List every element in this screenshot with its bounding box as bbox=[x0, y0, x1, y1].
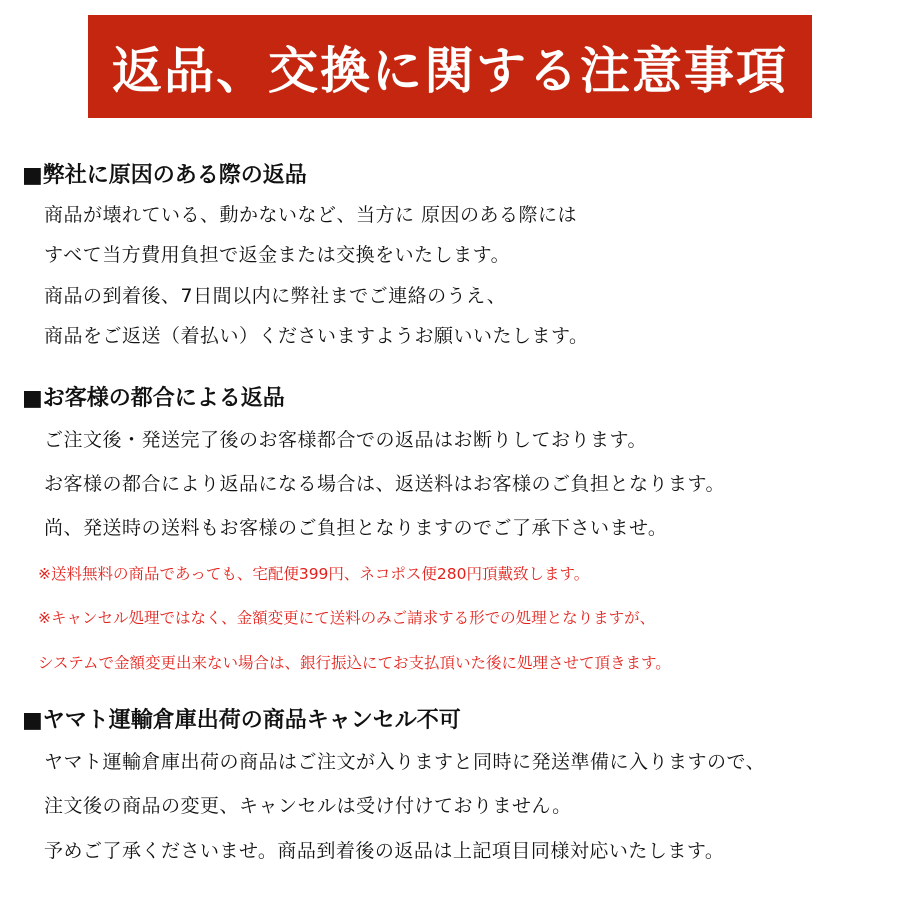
body-line: ヤマト運輸倉庫出荷の商品はご注文が入りますと同時に発送準備に入りますので、 bbox=[44, 751, 766, 773]
body-line: 尚、発送時の送料もお客様のご負担となりますのでご了承下さいませ。 bbox=[44, 517, 668, 539]
body-line: お客様の都合により返品になる場合は、返送料はお客様のご負担となります。 bbox=[44, 473, 725, 495]
page-title: 返品、交換に関する注意事項 bbox=[112, 41, 788, 100]
body-line: 商品が壊れている、動かないなど、当方に 原因のある際には bbox=[44, 204, 578, 226]
section-heading-company-fault: ■弊社に原因のある際の返品 bbox=[22, 163, 307, 188]
note-line: システムで金額変更出来ない場合は、銀行振込にてお支払頂いた後に処理させて頂きます。 bbox=[38, 654, 671, 672]
section-heading-customer-reason: ■お客様の都合による返品 bbox=[22, 386, 285, 411]
body-line: 予めご了承くださいませ。商品到着後の返品は上記項目同様対応いたします。 bbox=[44, 840, 725, 862]
note-line: ※キャンセル処理ではなく、金額変更にて送料のみご請求する形での処理となりますが、 bbox=[38, 609, 656, 627]
title-banner bbox=[88, 15, 812, 118]
body-line: ご注文後・発送完了後のお客様都合での返品はお断りしております。 bbox=[44, 429, 647, 451]
body-line: すべて当方費用負担で返金または交換をいたします。 bbox=[44, 244, 511, 266]
section-heading-yamato-no-cancel: ■ヤマト運輸倉庫出荷の商品キャンセル不可 bbox=[22, 708, 461, 733]
body-line: 注文後の商品の変更、キャンセルは受け付けておりません。 bbox=[44, 795, 572, 817]
body-line: 商品をご返送（着払い）くださいますようお願いいたします。 bbox=[44, 325, 589, 347]
note-line: ※送料無料の商品であっても、宅配便399円、ネコポス便280円頂戴致します。 bbox=[38, 565, 590, 583]
body-line: 商品の到着後、7日間以内に弊社までご連絡のうえ、 bbox=[44, 285, 507, 307]
